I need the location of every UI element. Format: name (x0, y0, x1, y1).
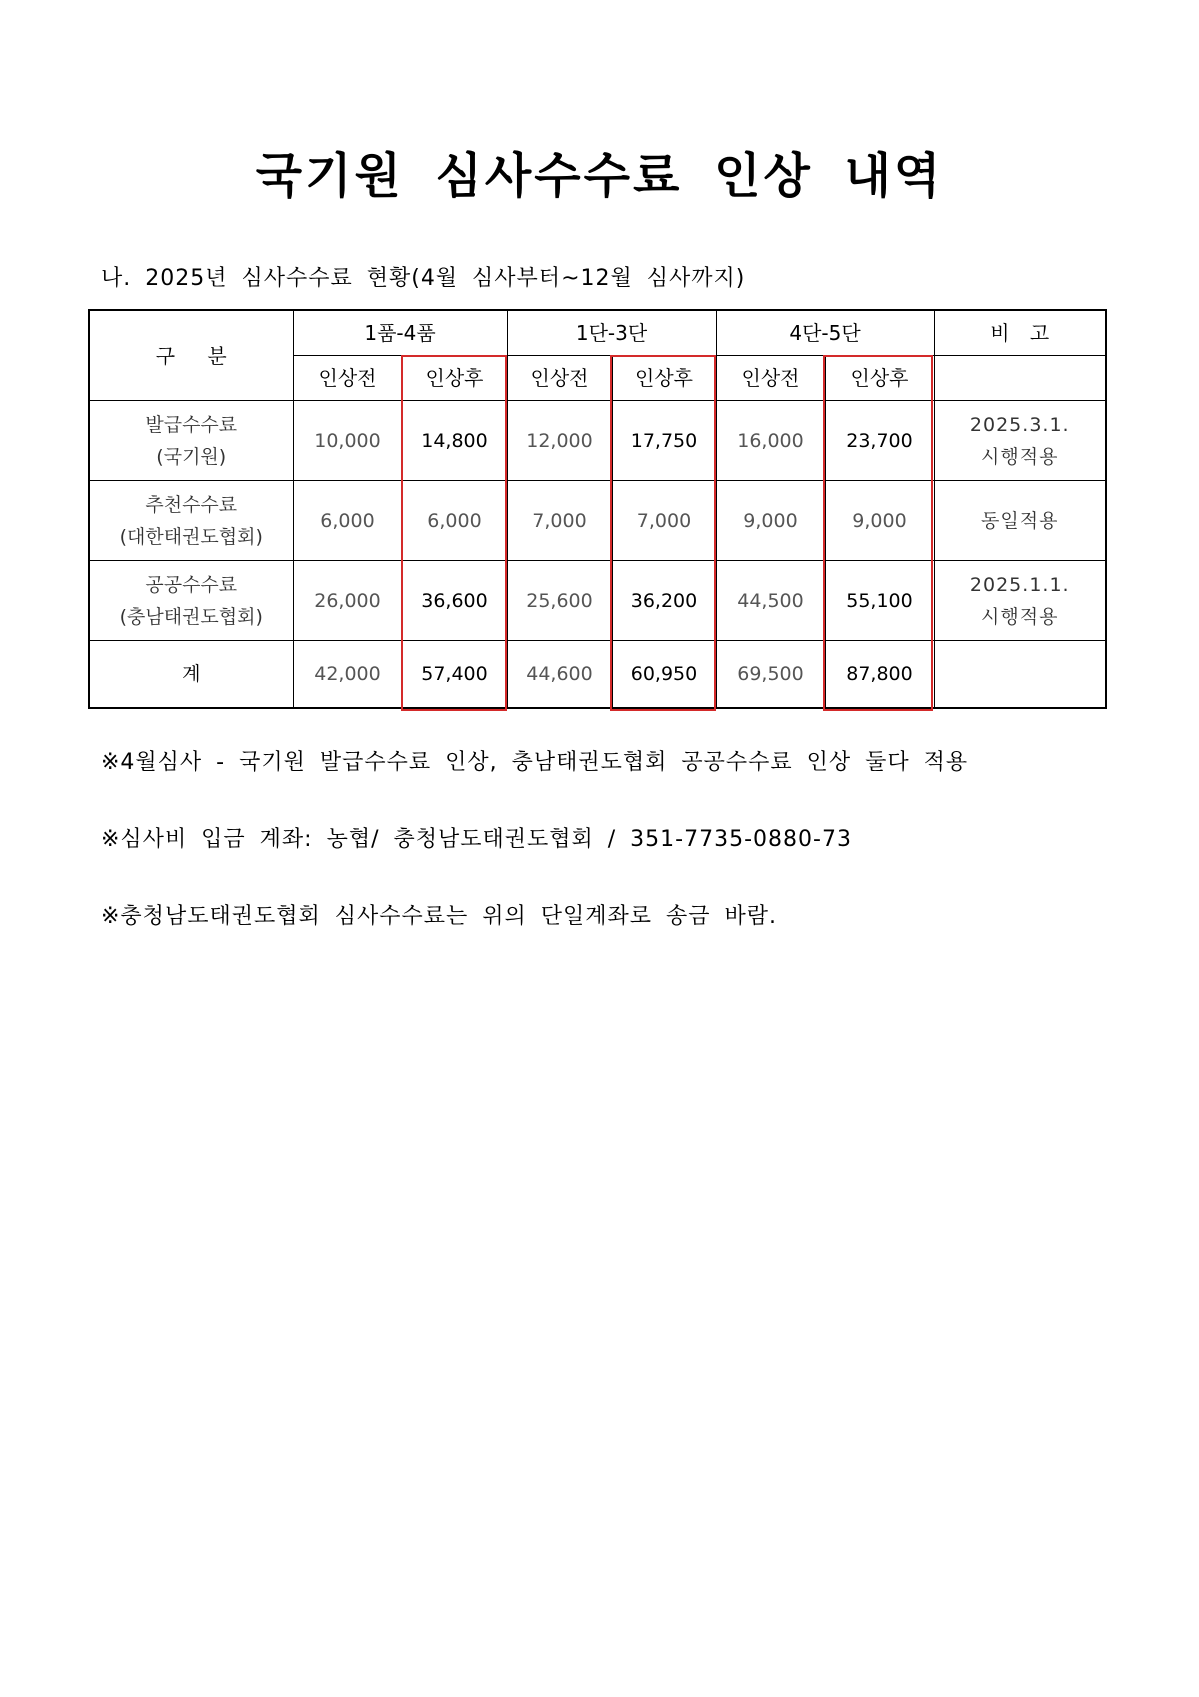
remarks-label: 비 고 (990, 321, 1050, 345)
value-cell: 14,800 (402, 401, 507, 481)
remark-line1: 동일적용 (981, 509, 1059, 532)
remark-cell (934, 481, 1106, 561)
total-value-cell: 87,800 (825, 641, 934, 709)
row-label (89, 481, 293, 561)
note-transfer-instruction: ※충청남도태권도협회 심사수수료는 위의 단일계좌로 송금 바람. (101, 904, 777, 929)
row-label (89, 561, 293, 641)
value-cell: 55,100 (825, 561, 934, 641)
row-label-line1: 추천수수료 (145, 493, 238, 516)
total-value-cell: 57,400 (402, 641, 507, 709)
row-label-line1: 공공수수료 (145, 573, 238, 596)
value-cell: 9,000 (716, 481, 825, 561)
value-cell: 16,000 (716, 401, 825, 481)
remark-line2: 시행적용 (981, 445, 1059, 468)
value-cell: 6,000 (293, 481, 402, 561)
group-header-4dan-5dan: 4단-5단 (716, 310, 934, 356)
page-title: 국기원 심사수수료 인상 내역 (255, 148, 944, 204)
total-value-cell: 60,950 (612, 641, 716, 709)
sub-header-before: 인상전 (716, 356, 825, 401)
remark-cell (934, 561, 1106, 641)
value-cell: 7,000 (507, 481, 612, 561)
sub-header-after: 인상후 (402, 356, 507, 401)
remarks-sub-empty (934, 356, 1106, 401)
remark-line1: 2025.1.1. (969, 573, 1070, 596)
corner-label: 구 분 (155, 343, 227, 368)
remark-line1: 2025.3.1. (969, 413, 1070, 436)
total-remark-empty (934, 641, 1106, 709)
value-cell: 10,000 (293, 401, 402, 481)
group-header-1pum-4pum: 1품-4품 (293, 310, 507, 356)
total-value-cell: 44,600 (507, 641, 612, 709)
total-label: 계 (89, 641, 293, 709)
row-label (89, 401, 293, 481)
note-april-exam: ※4월심사 - 국기원 발급수수료 인상, 충남태권도협회 공공수수료 인상 둘다 적용 (101, 750, 969, 775)
remark-cell (934, 401, 1106, 481)
value-cell: 6,000 (402, 481, 507, 561)
table-row (89, 561, 1106, 641)
value-cell: 25,600 (507, 561, 612, 641)
value-cell: 9,000 (825, 481, 934, 561)
value-cell: 23,700 (825, 401, 934, 481)
remarks-header (934, 310, 1106, 356)
fee-table (88, 309, 1107, 709)
sub-header-after: 인상후 (612, 356, 716, 401)
remark-line2: 시행적용 (981, 605, 1059, 628)
value-cell: 12,000 (507, 401, 612, 481)
sub-header-before: 인상전 (507, 356, 612, 401)
row-label-line2: (충남태권도협회) (119, 605, 263, 628)
value-cell: 36,600 (402, 561, 507, 641)
total-value-cell: 42,000 (293, 641, 402, 709)
note-bank-account: ※심사비 입금 계좌: 농협/ 충청남도태권도협회 / 351-7735-0880-73 (101, 827, 852, 852)
section-heading: 나. 2025년 심사수수료 현황(4월 심사부터~12월 심사까지) (101, 266, 746, 291)
corner-header (89, 310, 293, 401)
row-label-line2: (대한태권도협회) (119, 525, 263, 548)
header-row-groups (89, 310, 1106, 356)
value-cell: 36,200 (612, 561, 716, 641)
group-header-1dan-3dan: 1단-3단 (507, 310, 716, 356)
value-cell: 44,500 (716, 561, 825, 641)
sub-header-after: 인상후 (825, 356, 934, 401)
value-cell: 17,750 (612, 401, 716, 481)
table-row (89, 401, 1106, 481)
table-row (89, 481, 1106, 561)
value-cell: 7,000 (612, 481, 716, 561)
notes-section (101, 748, 1101, 979)
row-label-line1: 발급수수료 (145, 413, 238, 436)
total-row (89, 641, 1106, 709)
row-label-line2: (국기원) (156, 445, 227, 468)
sub-header-before: 인상전 (293, 356, 402, 401)
value-cell: 26,000 (293, 561, 402, 641)
total-value-cell: 69,500 (716, 641, 825, 709)
